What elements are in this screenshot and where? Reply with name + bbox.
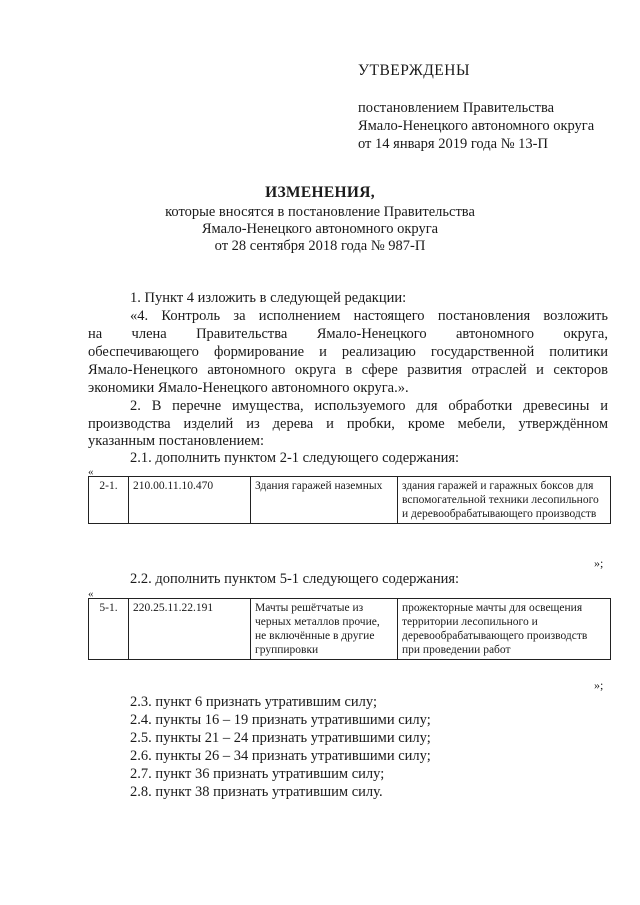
approval-line: Ямало-Ненецкого автономного округа [358,118,595,134]
section1-intro: 1. Пункт 4 изложить в следующей редакции: [130,290,407,306]
table-2-1 [88,476,611,524]
list-item: 2.5. пункты 21 – 24 признать утратившими силу; [130,730,431,746]
list-item: 2.8. пункт 38 признать утратившим силу. [130,784,383,800]
table-cell-code: 210.00.11.10.470 [129,477,251,524]
table-cell-number: 5-1. [89,599,129,660]
table-cell-description: здания гаражей и гаражных боксов для вспомогательной техники лесопильного и деревообрабатывающего производств [398,477,611,524]
table-cell-code: 220.25.11.22.191 [129,599,251,660]
open-quote: « [88,466,94,478]
approval-line: от 14 января 2019 года № 13-П [358,136,548,152]
table-cell-description: прожекторные мачты для освещения территории лесопильного и деревообрабатывающего производств при проведении работ [398,599,611,660]
subitem-2-2: 2.2. дополнить пунктом 5-1 следующего содержания: [130,571,460,587]
open-quote: « [88,588,94,600]
table-cell-name: Здания гаражей наземных [251,477,398,524]
section2-line: производства изделий из дерева и пробки, кроме мебели, утверждённом [88,416,608,432]
section1-line: «4. Контроль за исполнением настоящего постановления возложить [130,308,608,324]
subitem-2-1: 2.1. дополнить пунктом 2-1 следующего содержания: [130,450,460,466]
table-row [89,599,611,660]
section1-line: на члена Правительства Ямало-Ненецкого автономного округа, [88,326,608,342]
list-item: 2.3. пункт 6 признать утратившим силу; [130,694,377,710]
heading-line: от 28 сентября 2018 года № 987-П [214,238,426,254]
close-quote: »; [594,556,604,570]
section1-line: обеспечивающего формирование и реализацию государственной политики [88,344,608,360]
section2-line: указанным постановлением: [88,433,264,449]
list-item: 2.4. пункты 16 – 19 признать утратившими силу; [130,712,431,728]
approval-title: УТВЕРЖДЕНЫ [358,62,470,79]
list-item: 2.6. пункты 26 – 34 признать утратившими силу; [130,748,431,764]
document-heading: ИЗМЕНЕНИЯ, [265,184,375,201]
heading-line: Ямало-Ненецкого автономного округа [201,221,439,237]
approval-line: постановлением Правительства [358,100,555,116]
section1-line: экономики Ямало-Ненецкого автономного округа.». [88,380,409,396]
table-cell-name: Мачты решётчатые из черных металлов прочие, не включённые в другие группировки [251,599,398,660]
table-cell-number: 2-1. [89,477,129,524]
list-item: 2.7. пункт 36 признать утратившим силу; [130,766,385,782]
table-5-1 [88,598,611,660]
section2-line: 2. В перечне имущества, используемого для обработки древесины и [130,398,608,414]
section1-line: Ямало-Ненецкого автономного округа в сфере развития отраслей и секторов [88,362,608,378]
table-row [89,477,611,524]
heading-line: которые вносятся в постановление Правительства [165,204,475,220]
close-quote: »; [594,678,604,692]
